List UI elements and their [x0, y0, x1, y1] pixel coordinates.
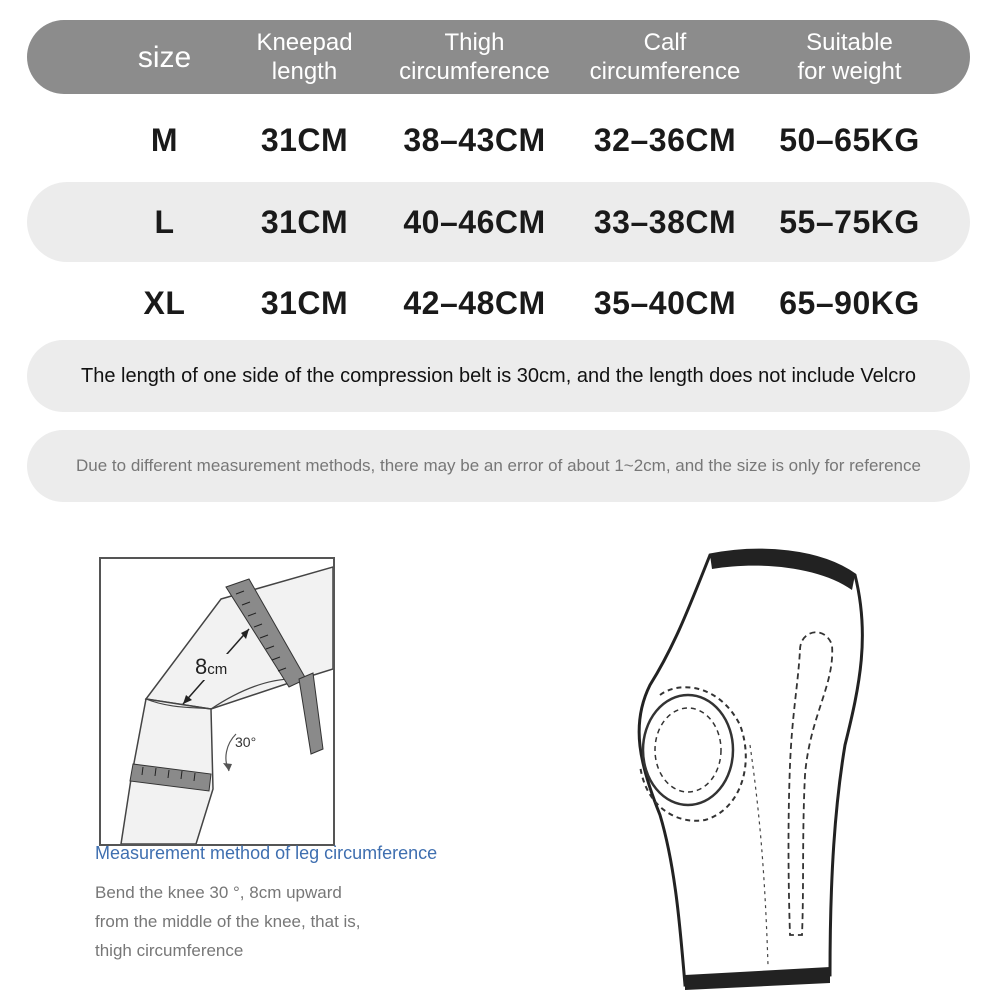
weight-cell: 55–75KG: [779, 203, 920, 240]
calf-cell: 32–36CM: [593, 121, 737, 158]
table-row: [27, 100, 970, 180]
thigh-cell: 42–48CM: [403, 284, 546, 321]
compression-belt-note: The length of one side of the compression belt is 30cm, and the length does not include Velcro: [27, 340, 970, 412]
bent-knee-leg-illustration: [101, 559, 333, 844]
measurement-error-note: Due to different measurement methods, there may be an error of about 1~2cm, and the size is only for reference: [27, 430, 970, 502]
weight-cell: 65–90KG: [779, 284, 920, 321]
distance-label: 8cm: [195, 654, 228, 679]
header-kneepad-length: Kneepad length: [256, 29, 353, 85]
kneepad-cell: 31CM: [260, 121, 349, 158]
measurement-caption-title: Measurement method of leg circumference: [95, 843, 438, 863]
header-calf-circumference: Calf circumference: [589, 29, 741, 85]
header-thigh-circumference: Thigh circumference: [399, 29, 550, 85]
table-row: [27, 263, 970, 343]
size-cell: M: [150, 121, 179, 158]
knee-brace-illustration: [620, 545, 880, 990]
thigh-cell: 38–43CM: [403, 121, 546, 158]
kneepad-cell: 31CM: [260, 203, 349, 240]
table-row: [27, 182, 970, 262]
header-size: size: [137, 40, 192, 74]
kneepad-cell: 31CM: [260, 284, 349, 321]
header-suitable-weight: Suitable for weight: [797, 29, 902, 85]
thigh-cell: 40–46CM: [403, 203, 546, 240]
angle-label: 30°: [235, 734, 257, 750]
leg-measurement-diagram: [99, 557, 335, 846]
measurement-caption-body: Bend the knee 30 °, 8cm upward from the middle of the knee, that is, thigh circumference: [95, 883, 361, 960]
size-cell: XL: [143, 284, 186, 321]
calf-cell: 33–38CM: [593, 203, 737, 240]
weight-cell: 50–65KG: [779, 121, 920, 158]
table-header: [27, 20, 970, 94]
size-cell: L: [154, 203, 175, 240]
calf-cell: 35–40CM: [593, 284, 737, 321]
knee-brace-icon: [620, 545, 880, 990]
